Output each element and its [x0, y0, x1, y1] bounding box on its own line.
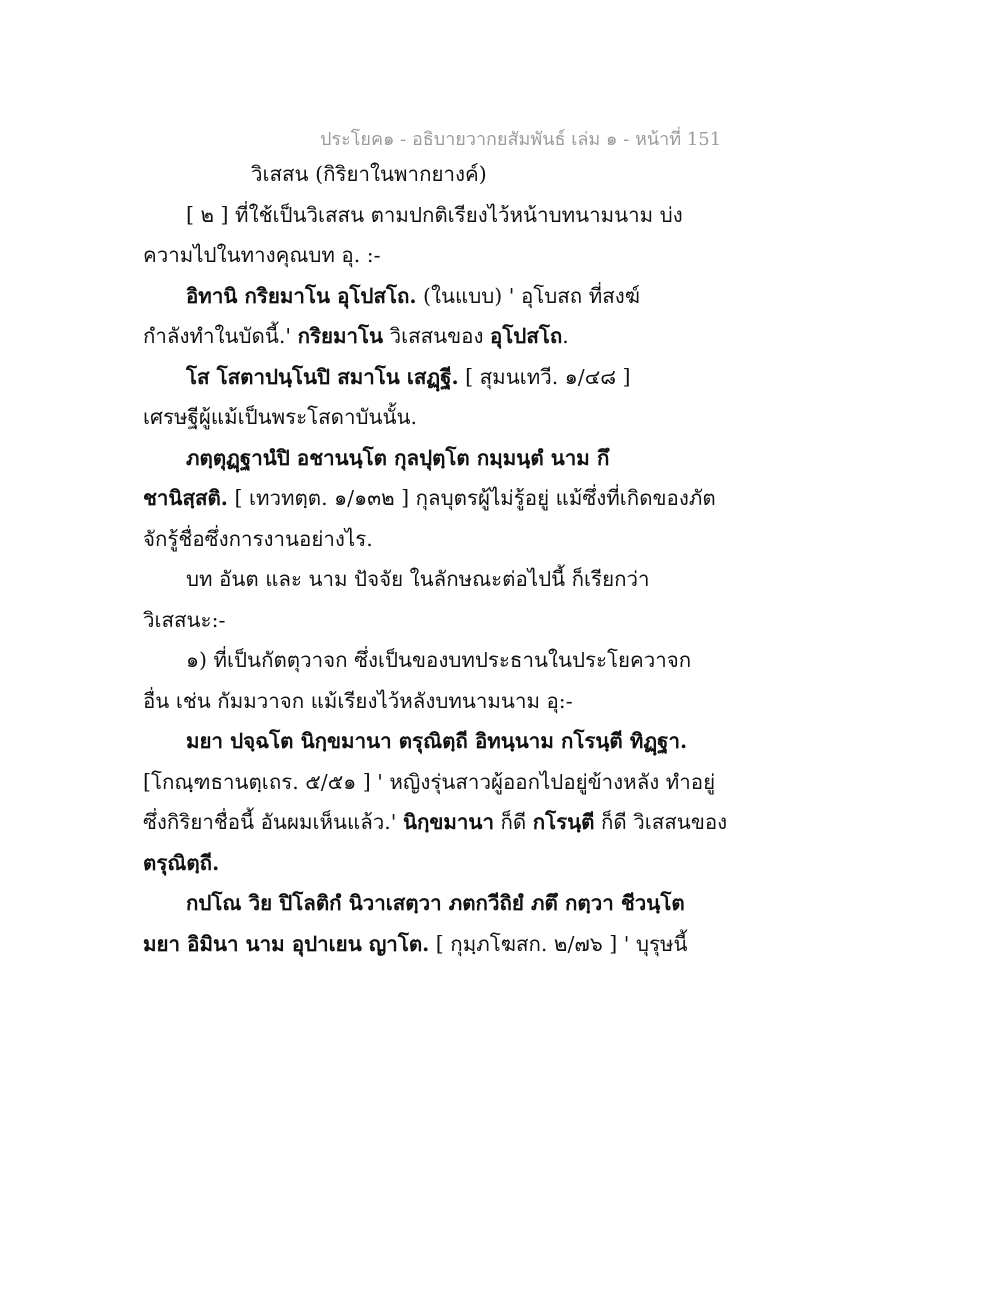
line-text: บท อันต และ นาม ปัจจัย ในลักษณะต่อไปนี้ ก็เรียกว่า [186, 567, 650, 591]
line-text: [ ๒ ] ที่ใช้เป็นวิเสสน ตามปกติเรียงไว้หน้าบทนามนาม บ่ง [186, 202, 683, 227]
example-line [143, 276, 723, 317]
line-text: . [562, 324, 569, 348]
line-text: กำลังทำในบัดนี้.' [143, 324, 298, 348]
paragraph-line [143, 519, 723, 560]
line-text: ๑) ที่เป็นกัตตุวาจก ซึ่งเป็นของบทประธานในประโยควาจก [186, 648, 692, 672]
body-text [143, 154, 728, 964]
paragraph-line [143, 195, 723, 236]
pali-text: มยา ปจฺฉโต นิกฺขมานา ตรุณิตฺถี อิทนฺนาม กโรนฺตี ทิฏฺฐา. [186, 729, 688, 753]
line-text: [โกณฺฑธานตฺเถร. ๕/๕๑ ] ' หญิงรุ่นสาวผู้ออกไปอยู่ข้างหลัง ทำอยู่ [143, 769, 716, 794]
list-item-line [143, 640, 723, 681]
paragraph-line [143, 843, 723, 884]
pali-text: นิกฺขมานา [402, 810, 494, 834]
paragraph-line [143, 478, 723, 519]
pali-text: อุโปสโถ [489, 324, 563, 348]
line-text: ก็ดี [493, 810, 533, 834]
line-text: ซึ่งกิริยาชื่อนี้ อันผมเห็นแล้ว.' [143, 810, 403, 834]
line-text: เศรษฐีผู้แม้เป็นพระโสดาบันนั้น. [143, 405, 418, 429]
pali-text: มยา อิมินา นาม อุปาเยน ญาโต. [143, 931, 430, 956]
pali-text: ชานิสฺสติ. [143, 486, 228, 510]
pali-text: กปโณ วิย ปิโลติกํ นิวาเสตฺวา ภตกวีถิยํ ภตึ กตฺวา ชีวนฺโต [186, 891, 685, 915]
paragraph-line [143, 802, 728, 843]
line-text: ก็ดี วิเสสนของ [594, 810, 728, 834]
example-line [143, 721, 723, 762]
paragraph-line [143, 681, 723, 722]
paragraph-line [143, 397, 723, 438]
line-text: (ในแบบ) ' อุโบสถ ที่สงฆ์ [416, 283, 640, 308]
paragraph-line [143, 762, 723, 803]
paragraph-line [143, 316, 723, 357]
pali-text: ภตฺตุฏฺฐานํปิ อชานนฺโต กุลปุตฺโต กมฺมนฺตํ นาม กึ [186, 445, 610, 470]
paragraph-line [143, 600, 723, 641]
line-text: วิเสสนของ [383, 324, 490, 348]
line-text: [ เทวทตฺต. ๑/๑๓๒ ] กุลบุตรผู้ไม่รู้อยู่ แม้ซึ่งที่เกิดของภัต [227, 486, 716, 510]
line-text: ความไปในทางคุณบท อุ. :- [143, 243, 381, 267]
line-text: จักรู้ชื่อซึ่งการงานอย่างไร. [143, 526, 373, 551]
line-text: อื่น เช่น กัมมวาจก แม้เรียงไว้หลังบทนามนาม อุ:- [143, 688, 573, 713]
pali-text: ตรุณิตฺถี. [143, 850, 220, 875]
paragraph-line [143, 924, 723, 965]
pali-text: กริยมาโน [297, 324, 384, 348]
paragraph-line [143, 559, 723, 600]
example-line [143, 438, 723, 479]
example-line [143, 357, 723, 398]
pali-text: อิทานิ กริยมาโน อุโปสโถ. [186, 283, 417, 308]
pali-text: กโรนฺตี [532, 810, 595, 834]
example-line [143, 883, 723, 924]
pali-text: โส โสตาปนฺโนปิ สมาโน เสฏฺฐี. [186, 364, 459, 389]
paragraph-line [143, 235, 723, 276]
line-text: [ สุมนเทวี. ๑/๔๘ ] [458, 364, 631, 389]
line-text: [ กุมฺภโฆสก. ๒/๗๖ ] ' บุรุษนี้ [429, 931, 688, 956]
line-text: วิเสสนะ:- [143, 607, 226, 632]
section-heading [143, 154, 723, 195]
heading-text: วิเสสน (กิริยาในพากยางค์) [251, 162, 487, 186]
running-header: ประโยค๑ - อธิบายวากยสัมพันธ์ เล่ม ๑ - หน้าที่ 151 [320, 129, 722, 150]
